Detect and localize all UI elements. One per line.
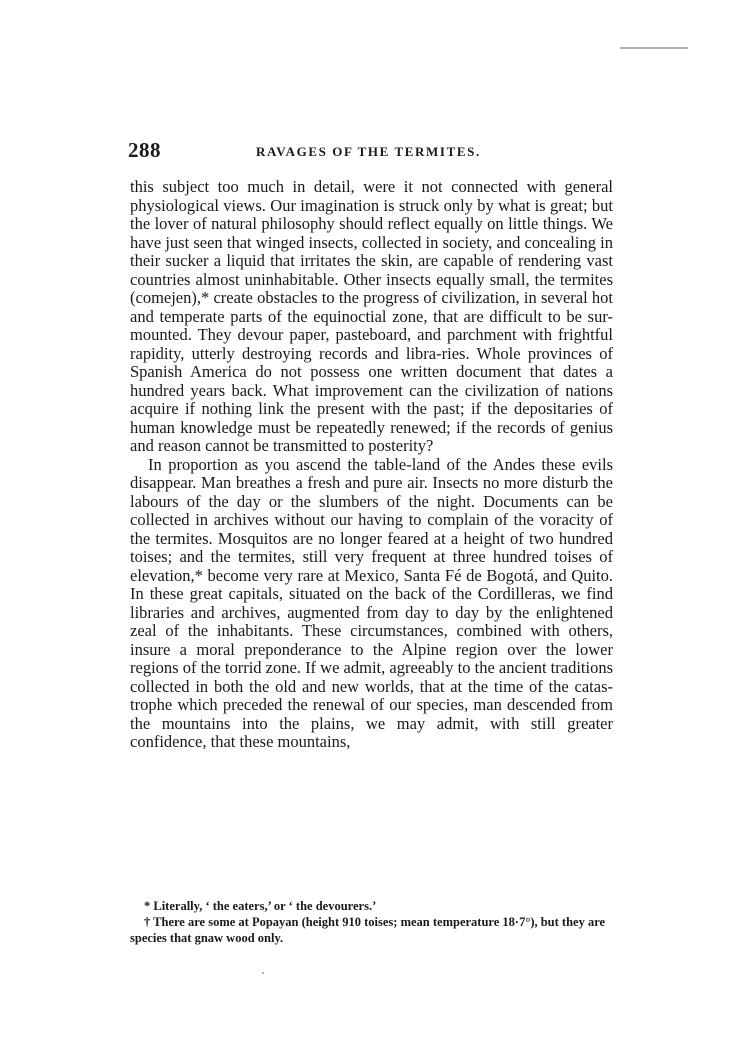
page-number: 288	[128, 138, 161, 162]
body-text	[130, 178, 613, 752]
running-head: RAVAGES OF THE TERMITES.	[256, 144, 481, 159]
paragraph-2: In proportion as you ascend the table-land of the Andes these evils disappear. Man breathes a fresh and pure air. Insects no more disturb the labours of the day or the slumbers of the night. Documents can be collected in archives without our having to complain of the voracity of the termites. Mosquitos are no longer feared at a height of two hundred toises; and the termites, still very frequent at three hundred toises of elevation,* become very rare at Mexico, Santa Fé de Bogotá, and Quito. In these great capitals, situated on the back of the Cordilleras, we find libraries and archives, augmented from day to day by the enlightened zeal of the inhabitants. These circumstances, combined with others, insure a moral preponderance to the Alpine region over the lower regions of the torrid zone. If we admit, agreeably to the ancient traditions collected in both the old and new worlds, that at the time of the catas-trophe which preceded the renewal of our species, man descended from the mountains into the plains, we may admit, with still greater confidence, that these mountains,	[130, 454, 613, 751]
scan-speck	[262, 972, 264, 974]
paragraph-1: this subject too much in detail, were it not connected with general physiological views. Our imagination is struck only by what is great; but the lover of natural philosophy should reflect equally on little things. We have just seen that winged insects, collected in society, and concealing in their sucker a liquid that irritates the skin, are capable of rendering vast countries almost uninhabitable. Other insects equally small, the termites (comejen),* create obstacles to the progress of civilization, in several hot and temperate parts of the equinoctial zone, that are difficult to be sur-mounted. They devour paper, pasteboard, and parchment with frightful rapidity, utterly destroying records and libra-ries. Whole provinces of Spanish America do not possess one written document that dates a hundred years back. What improvement can the civilization of nations acquire if nothing link the present with the past; if the depositaries of human knowledge must be repeatedly renewed; if the records of genius and reason cannot be transmitted to posterity?	[130, 177, 613, 455]
footnote-1: * Literally, ‘ the eaters,’ or ‘ the devourers.’	[144, 899, 377, 913]
footnotes	[130, 898, 613, 946]
scan-corner-mark	[620, 47, 688, 49]
page-header	[128, 138, 618, 168]
footnote-2: † There are some at Popayan (height 910 toises; mean temperature 18·7°), but they are species that gnaw wood only.	[130, 915, 606, 945]
